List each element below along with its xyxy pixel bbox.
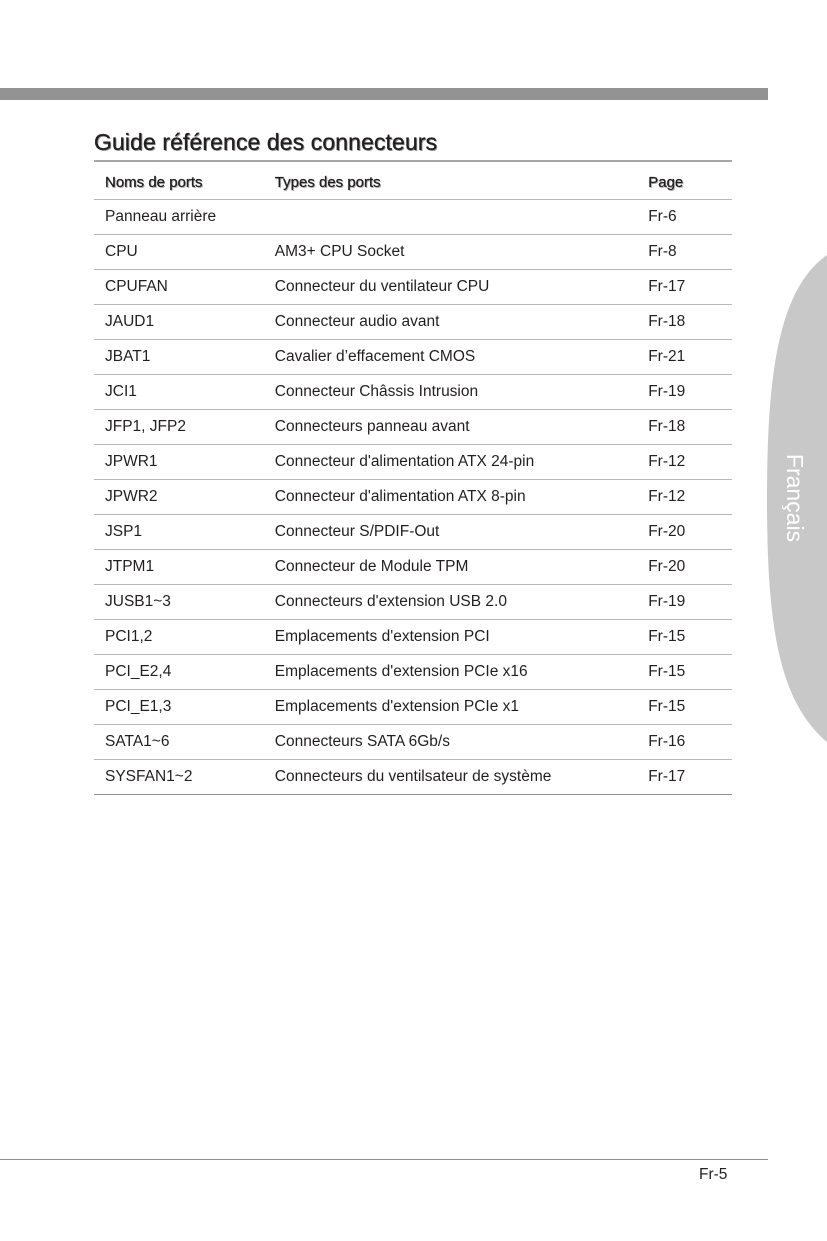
table-row bbox=[94, 235, 732, 270]
section-title: Guide référence des connecteurs bbox=[94, 129, 438, 155]
table-row bbox=[94, 340, 732, 375]
port-name-cell: CPUFAN bbox=[94, 270, 264, 305]
page-cell: Fr-8 bbox=[637, 235, 732, 270]
language-tab bbox=[737, 0, 827, 1241]
page-cell: Fr-16 bbox=[637, 725, 732, 760]
table-row bbox=[94, 760, 732, 795]
table-row bbox=[94, 620, 732, 655]
port-type-cell: Connecteur du ventilateur CPU bbox=[264, 270, 637, 305]
language-tab-label: Français bbox=[781, 453, 808, 543]
port-type-cell: Cavalier d’effacement CMOS bbox=[264, 340, 637, 375]
port-type-cell: Connecteur de Module TPM bbox=[264, 550, 637, 585]
port-name-cell: PCI_E1,3 bbox=[94, 690, 264, 725]
page-cell: Fr-20 bbox=[637, 550, 732, 585]
page-cell: Fr-21 bbox=[637, 340, 732, 375]
title-divider bbox=[94, 160, 732, 162]
table-row bbox=[94, 445, 732, 480]
page-cell: Fr-20 bbox=[637, 515, 732, 550]
connector-reference-table bbox=[94, 165, 732, 795]
port-name-cell: JPWR1 bbox=[94, 445, 264, 480]
page-cell: Fr-19 bbox=[637, 585, 732, 620]
page-number: Fr-5 bbox=[699, 1166, 728, 1183]
footer-divider bbox=[0, 1159, 768, 1160]
page-cell: Fr-15 bbox=[637, 655, 732, 690]
table-row bbox=[94, 550, 732, 585]
port-type-cell: Emplacements d'extension PCIe x16 bbox=[264, 655, 637, 690]
port-name-cell: JAUD1 bbox=[94, 305, 264, 340]
port-type-cell: Emplacements d'extension PCI bbox=[264, 620, 637, 655]
port-name-cell: JUSB1~3 bbox=[94, 585, 264, 620]
port-name-cell: CPU bbox=[94, 235, 264, 270]
page-cell: Fr-19 bbox=[637, 375, 732, 410]
table-row bbox=[94, 585, 732, 620]
port-type-cell: Connecteurs SATA 6Gb/s bbox=[264, 725, 637, 760]
table-row bbox=[94, 305, 732, 340]
port-name-cell: SYSFAN1~2 bbox=[94, 760, 264, 795]
port-type-cell: Connecteur d'alimentation ATX 8-pin bbox=[264, 480, 637, 515]
port-type-cell: Connecteurs d'extension USB 2.0 bbox=[264, 585, 637, 620]
port-type-cell: Emplacements d'extension PCIe x1 bbox=[264, 690, 637, 725]
port-name-cell: JCI1 bbox=[94, 375, 264, 410]
table-row bbox=[94, 690, 732, 725]
port-type-cell: Connecteur S/PDIF-Out bbox=[264, 515, 637, 550]
table-row bbox=[94, 375, 732, 410]
table-row bbox=[94, 515, 732, 550]
table-row bbox=[94, 655, 732, 690]
port-type-cell: Connecteurs panneau avant bbox=[264, 410, 637, 445]
port-name-cell: JPWR2 bbox=[94, 480, 264, 515]
page-cell: Fr-17 bbox=[637, 760, 732, 795]
table-row bbox=[94, 480, 732, 515]
page-cell: Fr-12 bbox=[637, 480, 732, 515]
page-cell: Fr-15 bbox=[637, 620, 732, 655]
page-cell: Fr-6 bbox=[637, 200, 732, 235]
port-name-cell: JSP1 bbox=[94, 515, 264, 550]
page-cell: Fr-12 bbox=[637, 445, 732, 480]
table-row bbox=[94, 725, 732, 760]
language-tab-shape bbox=[737, 0, 827, 1241]
port-name-cell: JFP1, JFP2 bbox=[94, 410, 264, 445]
header-port-name: Noms de ports bbox=[94, 165, 264, 200]
port-name-cell: JTPM1 bbox=[94, 550, 264, 585]
header-port-type: Types des ports bbox=[264, 165, 637, 200]
port-type-cell: Connecteurs du ventilsateur de système bbox=[264, 760, 637, 795]
port-name-cell: PCI_E2,4 bbox=[94, 655, 264, 690]
header-page: Page bbox=[637, 165, 732, 200]
table-header-row bbox=[94, 165, 732, 200]
page-cell: Fr-17 bbox=[637, 270, 732, 305]
page-cell: Fr-15 bbox=[637, 690, 732, 725]
port-name-cell: JBAT1 bbox=[94, 340, 264, 375]
port-name-cell: PCI1,2 bbox=[94, 620, 264, 655]
table-row bbox=[94, 270, 732, 305]
port-type-cell: AM3+ CPU Socket bbox=[264, 235, 637, 270]
port-type-cell: Connecteur d'alimentation ATX 24-pin bbox=[264, 445, 637, 480]
table-body bbox=[94, 200, 732, 795]
port-name-cell: Panneau arrière bbox=[94, 200, 264, 235]
page-cell: Fr-18 bbox=[637, 305, 732, 340]
table-row bbox=[94, 200, 732, 235]
page-cell: Fr-18 bbox=[637, 410, 732, 445]
port-type-cell bbox=[264, 200, 637, 235]
table-row bbox=[94, 410, 732, 445]
header-bar bbox=[0, 88, 768, 100]
port-name-cell: SATA1~6 bbox=[94, 725, 264, 760]
port-type-cell: Connecteur audio avant bbox=[264, 305, 637, 340]
port-type-cell: Connecteur Châssis Intrusion bbox=[264, 375, 637, 410]
